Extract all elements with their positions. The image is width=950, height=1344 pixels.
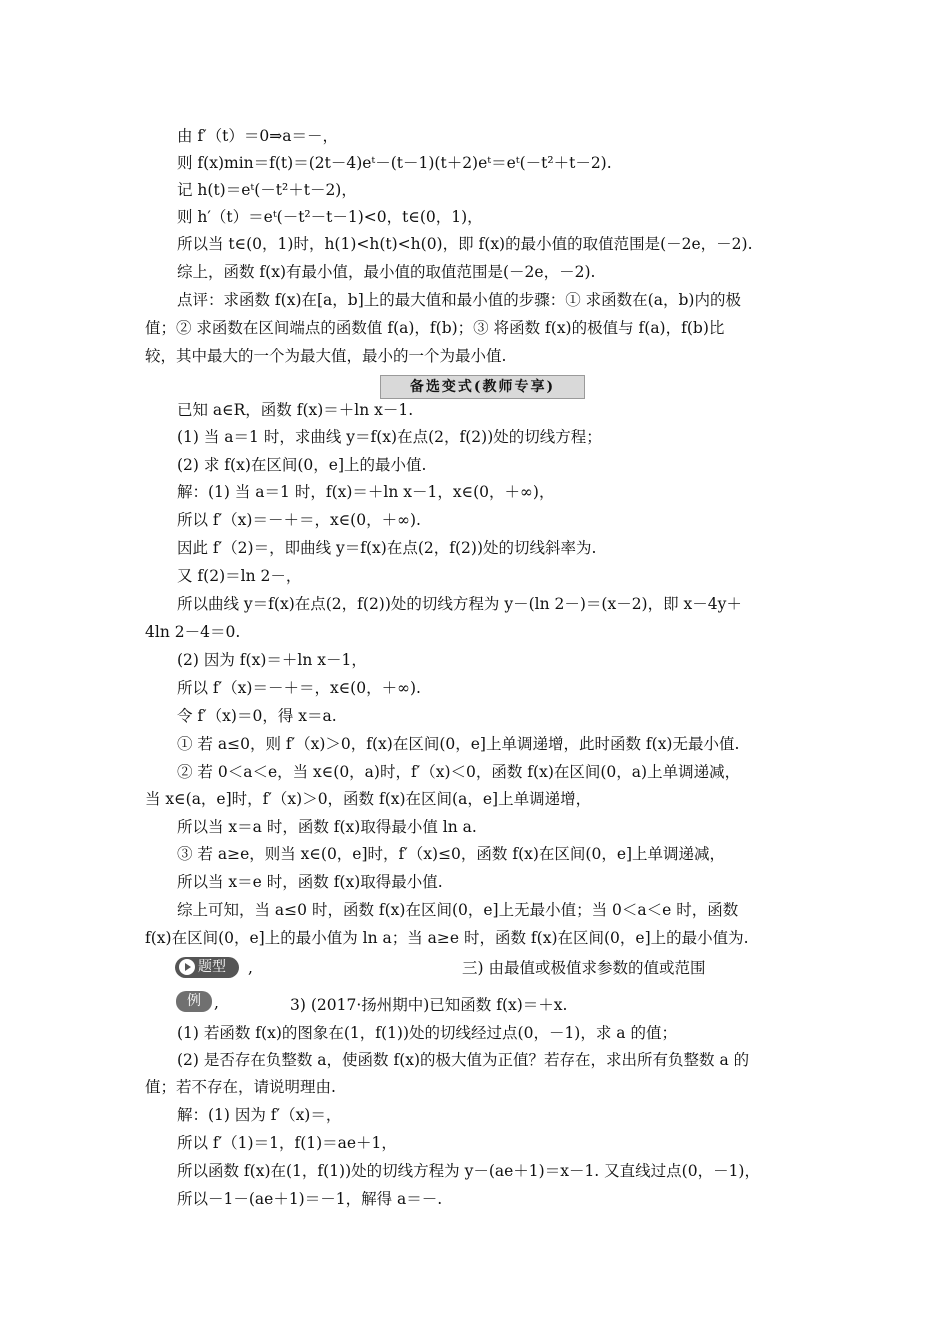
text-line: (1) 若函数 f(x)的图象在(1，f(1))处的切线经过点(0，－1)，求 a 的值； [177,1024,677,1042]
text-line: (2) 是否存在负整数 a，使函数 f(x)的极大值为正值？若存在，求出所有负整数 a 的 [177,1051,750,1069]
text-line: 所以当 x＝a 时，函数 f(x)取得最小值 ln a. [177,818,477,836]
text-line: f(x)在区间(0，e]上的最小值为 ln a；当 a≥e 时，函数 f(x)在区间(0，e]上的最小值为. [145,929,749,947]
text-line: 值；若不存在，请说明理由. [145,1078,336,1096]
text-line: ① 若 a≤0，则 f′（x)＞0，f(x)在区间(0，e]上单调递增，此时函数 f(x)无最小值. [177,735,740,753]
question-type-comma: , [248,959,253,977]
text-line: (1) 当 a＝1 时，求曲线 y＝f(x)在点(2，f(2))处的切线方程； [177,428,602,446]
text-line: 记 h(t)＝eᵗ(－t²＋t－2)， [177,181,357,199]
text-line: 所以当 t∈(0，1)时，h(1)<h(t)<h(0)，即 f(x)的最小值的取值范围是(－2e，－2). [177,235,753,253]
text-line: 解：(1) 当 a＝1 时，f(x)＝＋ln x－1，x∈(0，＋∞)， [177,483,555,501]
text-line: 由 f′（t）＝0⇒a＝－， [177,127,339,145]
text-line: (2) 因为 f(x)＝＋ln x－1， [177,651,367,669]
text-line: 则 f(x)min＝f(t)＝(2t－4)eᵗ－(t－1)(t＋2)eᵗ＝eᵗ(－t²＋t－2). [177,154,612,172]
text-line: 解：(1) 因为 f′（x)＝， [177,1106,342,1124]
text-line: 较，其中最大的一个为最大值，最小的一个为最小值. [145,347,507,365]
text-line: 所以曲线 y＝f(x)在点(2，f(2))处的切线方程为 y－(ln 2－)＝(x－2)，即 x－4y＋ [177,595,742,613]
text-line: 综上可知，当 a≤0 时，函数 f(x)在区间(0，e]上无最小值；当 0＜a＜e 时，函数 [177,901,739,919]
text-line: 所以当 x＝e 时，函数 f(x)取得最小值. [177,873,443,891]
text-line: 因此 f′（2)＝，即曲线 y＝f(x)在点(2，f(2))处的切线斜率为. [177,539,597,557]
text-line: 所以函数 f(x)在(1，f(1))处的切线方程为 y－(ae＋1)＝x－1. 又直线过点(0，－1)， [177,1162,760,1180]
text-line: ② 若 0＜a＜e，当 x∈(0，a)时，f′（x)＜0，函数 f(x)在区间(0，a)上单调递减， [177,763,741,781]
play-arrow-icon [179,959,195,975]
text-line: ③ 若 a≥e，则当 x∈(0，e]时，f′（x)≤0，函数 f(x)在区间(0，e]上单调递减， [177,845,726,863]
text-line: 所以 f′（1)＝1，f(1)＝ae＋1， [177,1134,397,1152]
text-line: (2) 求 f(x)在区间(0，e]上的最小值. [177,456,427,474]
example-comma: , [214,994,219,1012]
text-line: 已知 a∈R，函数 f(x)＝＋ln x－1. [177,401,414,419]
example-tag: 例 [176,991,212,1012]
text-line: 所以－1－(ae＋1)＝－1，解得 a＝－. [177,1190,443,1208]
question-type-label: 题型 [198,959,226,975]
text-line: 点评：求函数 f(x)在[a，b]上的最大值和最小值的步骤：① 求函数在(a，b)内的极 [177,291,741,309]
text-line: 所以 f′（x)＝－＋＝，x∈(0，＋∞). [177,679,421,697]
section-banner: 备选变式(教师专享) [380,375,585,399]
text-line: 又 f(2)＝ln 2－， [177,567,302,585]
text-line: 当 x∈(a，e]时，f′（x)＞0，函数 f(x)在区间(a，e]上单调递增， [145,790,592,808]
text-line: 则 h′（t）＝eᵗ(－t²－t－1)<0，t∈(0，1)， [177,208,483,226]
example-statement: 3) (2017·扬州期中)已知函数 f(x)＝＋x. [290,996,568,1014]
text-line: 令 f′（x)＝0，得 x＝a. [177,707,337,725]
text-line: 值；② 求函数在区间端点的函数值 f(a)，f(b)；③ 将函数 f(x)的极值与 f(a)，f(b)比 [145,319,725,337]
text-line: 综上，函数 f(x)有最小值，最小值的取值范围是(－2e，－2). [177,263,596,281]
question-type-tag [175,957,239,978]
text-line: 4ln 2－4＝0. [145,623,241,641]
question-type-title: 三) 由最值或极值求参数的值或范围 [462,959,706,977]
text-line: 所以 f′（x)＝－＋＝，x∈(0，＋∞). [177,511,421,529]
